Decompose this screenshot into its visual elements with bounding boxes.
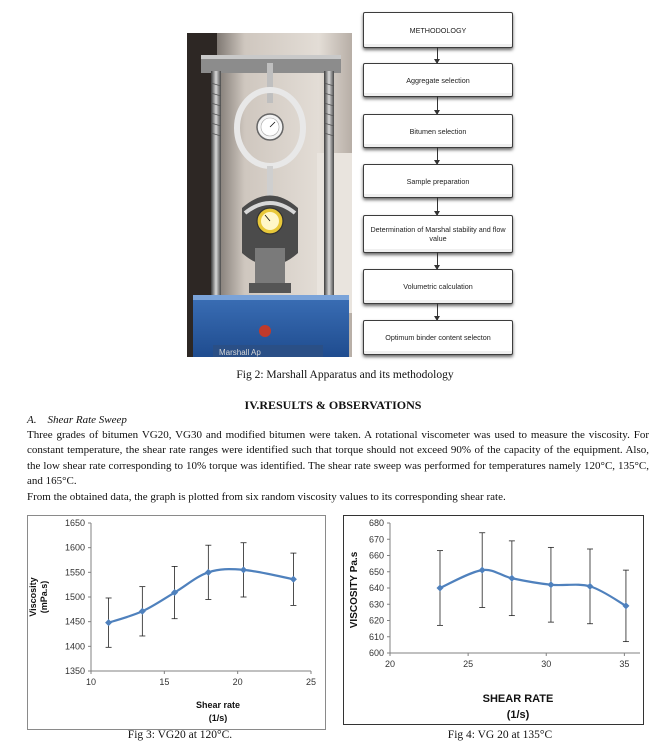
x-tick-label: 10 [85,677,97,687]
data-point [547,581,554,588]
x-axis-title: (1/s) [506,709,530,721]
y-tick-label: 630 [368,599,384,610]
flow-box-sample: Sample preparation [363,164,513,198]
x-tick-label: 25 [305,677,317,687]
y-tick-label: 1500 [64,592,85,602]
chart-fig4-svg [344,516,643,724]
data-point [240,566,247,573]
flow-arrow [437,252,438,269]
y-tick-label: 1400 [64,641,85,652]
paragraph-2: From the obtained data, the graph is plotted from six random viscosity values to its corresponding shear rate. [27,491,506,503]
y-tick-label: 660 [368,550,384,561]
flow-box-optimum: Optimum binder content selecton [363,320,513,355]
data-point [479,567,486,574]
y-tick-label: 650 [368,566,384,577]
flow-arrow [437,47,438,63]
data-point [290,576,297,583]
paragraph-1: Three grades of bitumen VG20, VG30 and modified bitumen were taken. A rotational viscometer was used to measure the viscosity. For constant temperature, the shear rate ranges were identified such that torque should not exceed 90% of the capacity of the equipment. Also, the low shear rate corresponding to 10% torque was identified. The shear rate sweep was performed for temperatures namely 120°C, 135°C, and 165°C. [27,429,649,487]
y-tick-label: 1350 [64,666,85,676]
flow-box-methodology: METHODOLOGY [363,12,513,48]
flow-arrow [437,303,438,320]
y-tick-label: 600 [368,648,384,658]
x-tick-label: 25 [463,659,474,669]
x-tick-label: 35 [619,659,630,669]
flow-box-aggregate: Aggregate selection [363,63,513,97]
y-tick-label: 1550 [64,567,85,578]
data-point [587,583,594,590]
x-axis-title: (1/s) [208,713,228,723]
y-tick-label: 1450 [64,616,85,627]
data-point [205,569,212,576]
y-tick-label: 640 [368,583,384,593]
marshall-apparatus-photo [187,33,352,357]
data-point [508,575,515,582]
fig4-caption: Fig 4: VG 20 at 135°C [447,729,553,741]
y-tick-label: 1650 [64,518,85,528]
flow-arrow [437,147,438,164]
flow-box-volumetric: Volumetric calculation [363,269,513,304]
x-tick-label: 20 [384,659,396,669]
chart-fig3-svg [28,516,325,729]
x-tick-label: 15 [159,677,170,687]
chart-fig3 [27,515,326,730]
subsection-heading: A. Shear Rate Sweep [27,414,127,426]
y-tick-label: 610 [368,631,384,642]
data-point [139,608,146,615]
data-point [437,585,444,592]
chart-fig4 [343,515,644,725]
series-line [440,570,626,606]
flow-arrow [437,96,438,114]
x-tick-label: 20 [232,677,243,687]
fig3-caption: Fig 3: VG20 at 120°C. [127,729,233,741]
y-tick-label: 620 [368,615,384,626]
photo-label: Marshall Ap [219,348,261,357]
flow-arrow [437,197,438,215]
y-axis-title: Viscosity [28,577,38,617]
x-axis-title: Shear rate [195,700,241,710]
y-axis-title: (mPa.s) [39,580,49,614]
section-heading: IV.RESULTS & OBSERVATIONS [244,398,422,412]
fig2-caption: Fig 2: Marshall Apparatus and its methodology [236,369,454,381]
y-tick-label: 680 [368,518,384,528]
y-tick-label: 1600 [64,542,85,553]
y-tick-label: 670 [368,534,384,545]
y-axis-title: VISCOSITY Pa.s [349,551,360,629]
x-tick-label: 30 [541,659,552,669]
flow-box-marshal: Determination of Marshal stability and flow value [363,215,513,253]
x-axis-title: SHEAR RATE [482,693,554,705]
series-line [109,569,294,623]
data-point [105,619,112,626]
flow-box-bitumen: Bitumen selection [363,114,513,148]
